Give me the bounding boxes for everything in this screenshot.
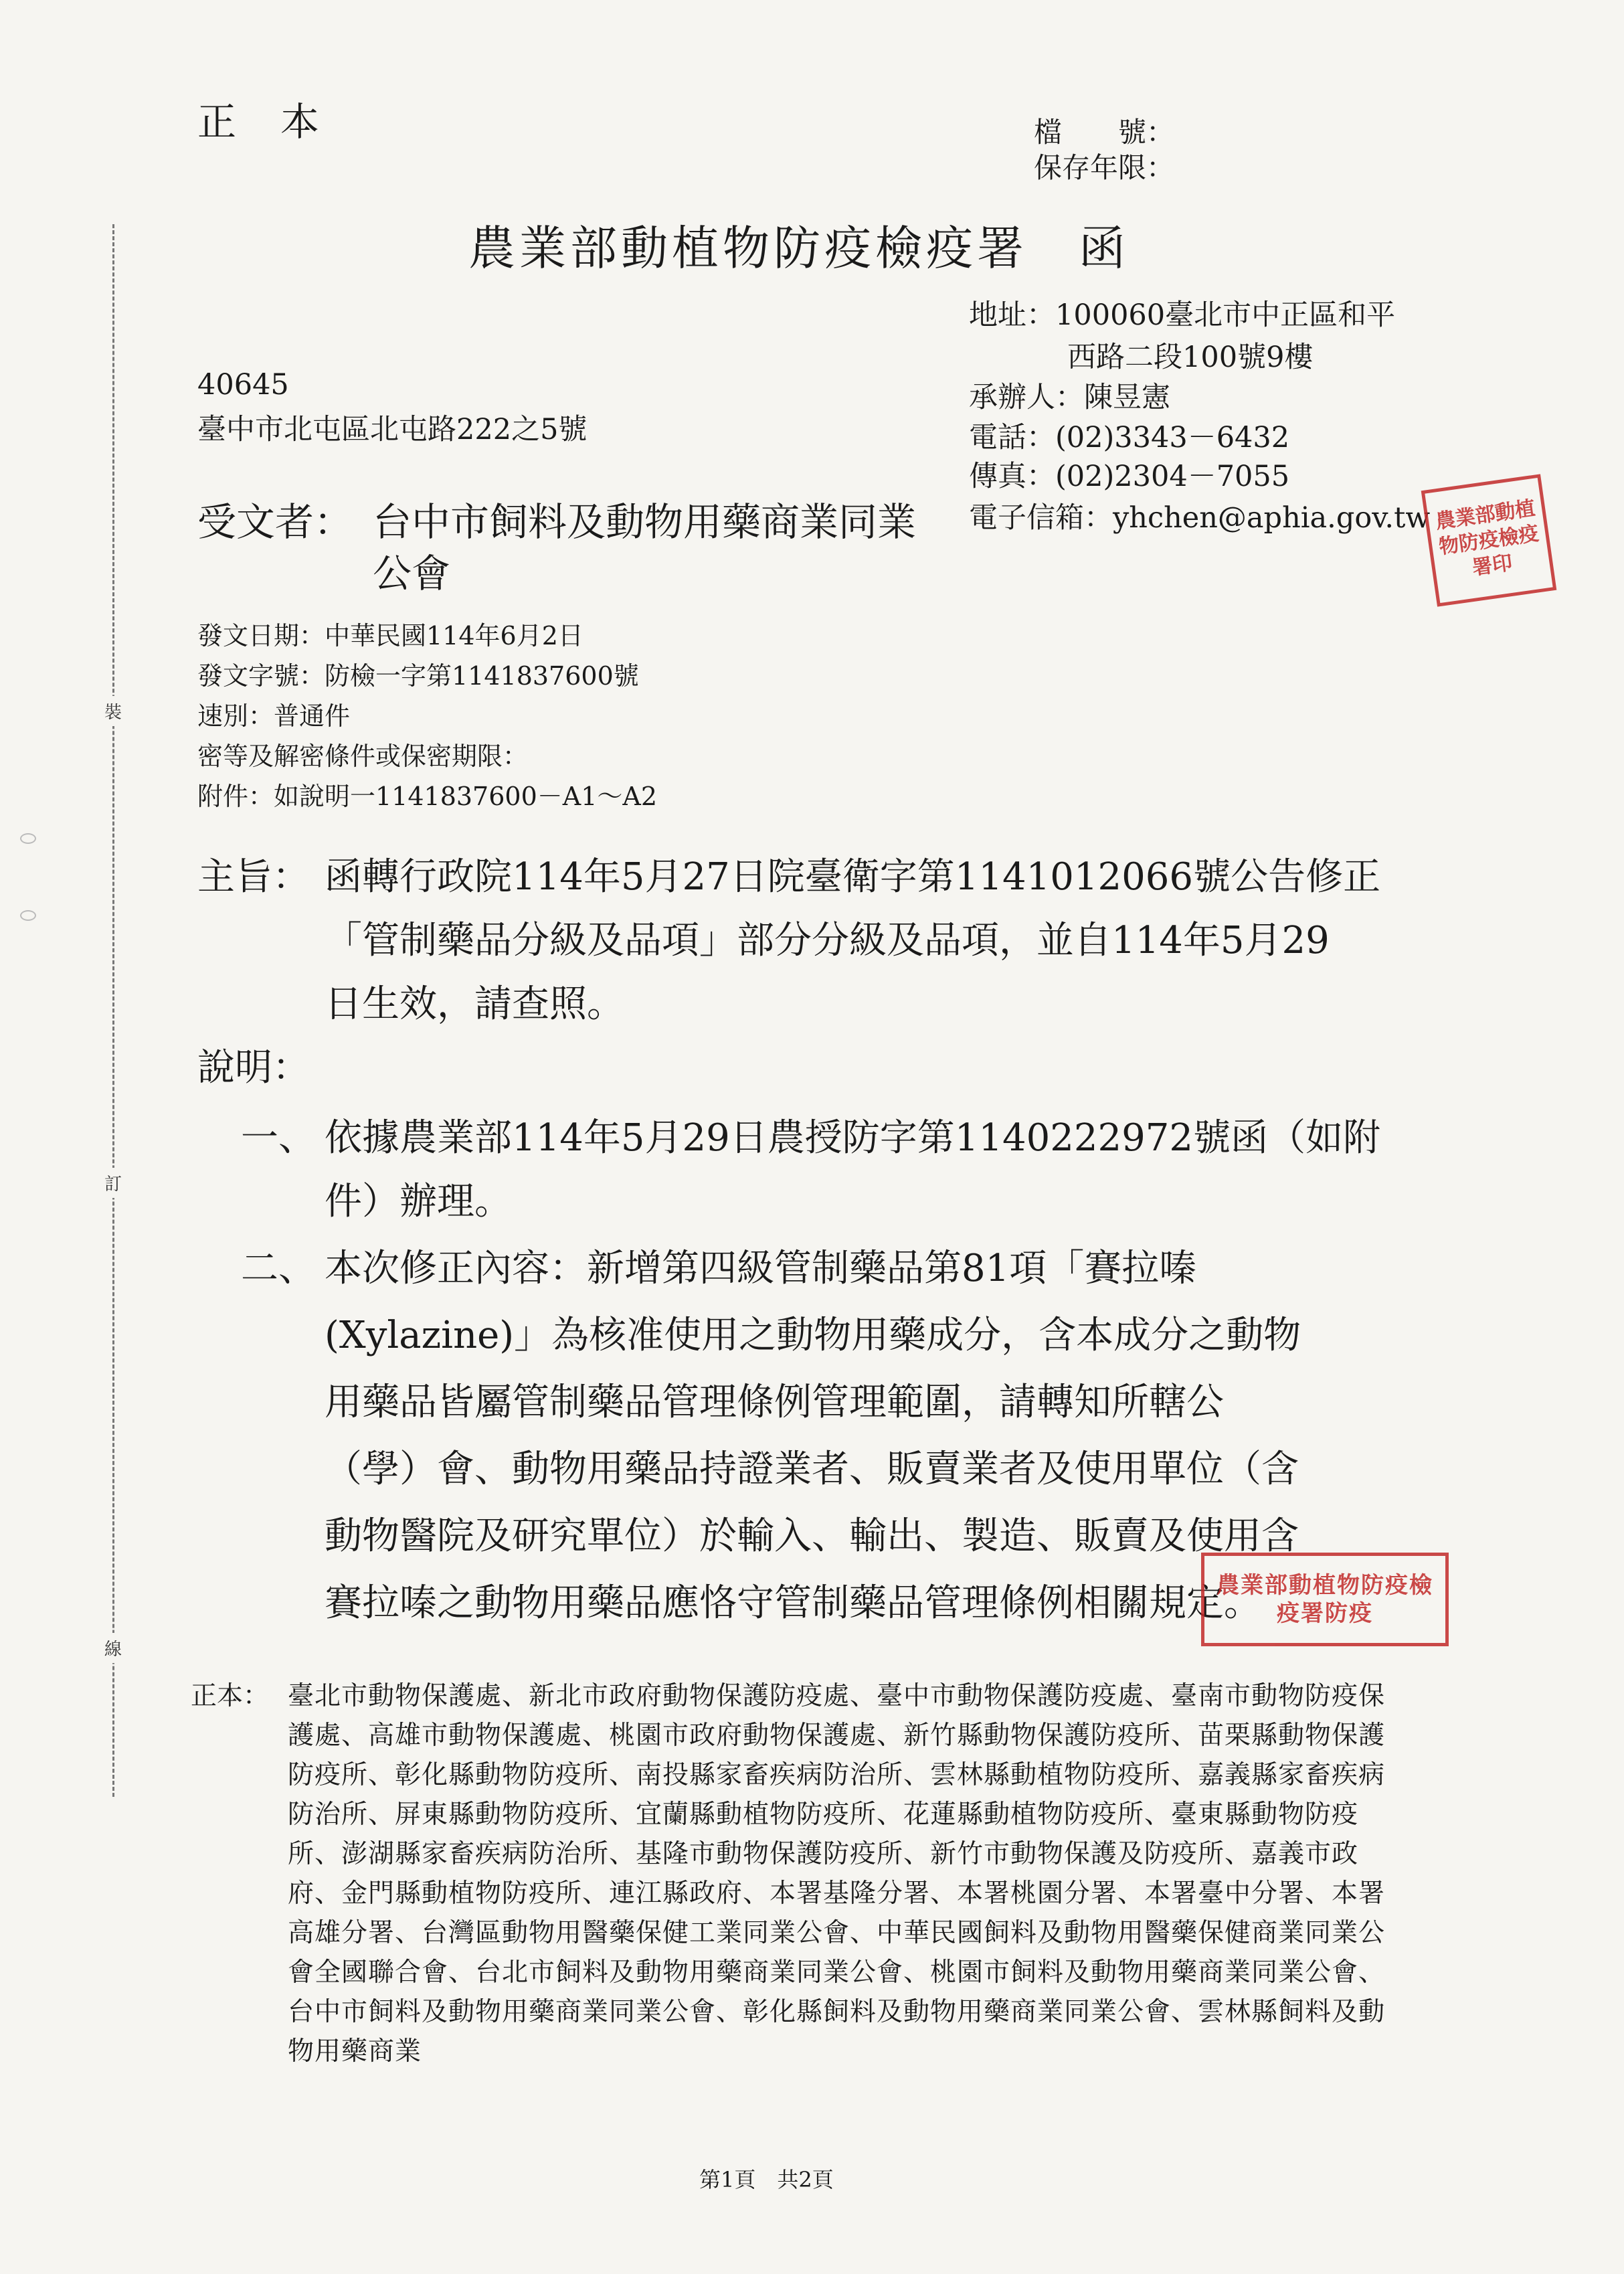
sender-address-line2: 西路二段100號9樓 xyxy=(1067,341,1314,374)
delivery-speed: 速別：普通件 xyxy=(197,701,351,731)
subject-label: 主旨： xyxy=(197,855,310,899)
document-title: 農業部動植物防疫檢疫署 函 xyxy=(468,221,1130,276)
copies-label: 正本： xyxy=(191,1681,270,1711)
explanation-item2-line5: 動物醫院及研究單位）於輸入、輸出、製造、販賣及使用含 xyxy=(325,1514,1299,1558)
retention-label: 保存年限： xyxy=(1034,151,1175,184)
official-seal-top xyxy=(1421,474,1557,606)
official-seal-inline xyxy=(1201,1553,1449,1646)
copy-mark: 正 本 xyxy=(197,99,323,145)
recipient-name-line1: 台中市飼料及動物用藥商業同業 xyxy=(373,499,917,545)
recipient-label: 受文者： xyxy=(197,499,353,545)
explanation-item2-line1: 本次修正內容：新增第四級管制藥品第81項「賽拉嗪 xyxy=(325,1247,1197,1290)
explanation-item2-line3: 用藥品皆屬管制藥品管理條例管理範圍，請轉知所轄公 xyxy=(325,1381,1224,1424)
sender-phone: 電話：(02)3343－6432 xyxy=(969,421,1290,454)
seal-top-text: 農業部動植物防疫檢疫署印 xyxy=(1433,496,1540,580)
explanation-item2-line6: 賽拉嗪之動物用藥品應恪守管制藥品管理條例相關規定。 xyxy=(325,1581,1261,1625)
copies-recipients: 臺北市動物保護處、新北市政府動物保護防疫處、臺中市動物保護防疫處、臺南市動物防疫保護處、高雄市動物保護處、桃園市政府動物保護處、新竹縣動物保護防疫所、苗栗縣動物保護防疫所、彰化縣動物防疫所、南投縣家畜疾病防治所、雲林縣動植物防疫所、嘉義縣家畜疾病防治所、屏東縣動物防疫所、宜蘭縣動植物防疫所、花蓮縣動植物防疫所、臺東縣動物防疫所、澎湖縣家畜疾病防治所、基隆市動物保護防疫所、新竹市動物保護及防疫所、嘉義市政府、金門縣動植物防疫所、連江縣政府、本署基隆分署、本署桃園分署、本署臺中分署、本署高雄分署、台灣區動物用醫藥保健工業同業公會、中華民國飼料及動物用醫藥保健商業同業公會全國聯合會、台北市飼料及動物用藥商業同業公會、桃園市飼料及動物用藥商業同業公會、台中市飼料及動物用藥商業同業公會、彰化縣飼料及動物用藥商業同業公會、雲林縣飼料及動物用藥商業 xyxy=(288,1681,1386,2067)
explanation-item2-number: 二、 xyxy=(241,1247,316,1290)
binding-mark-zhuang: 裝 xyxy=(104,696,122,726)
file-number-label: 檔 號： xyxy=(1034,116,1175,149)
explanation-item2-line4: （學）會、動物用藥品持證業者、販賣業者及使用單位（含 xyxy=(325,1448,1299,1491)
sender-handler: 承辦人：陳昱憲 xyxy=(969,381,1170,414)
attachment-info: 附件：如說明一1141837600－A1～A2 xyxy=(197,782,658,811)
seal-inline-text: 農業部動植物防疫檢疫署防疫 xyxy=(1216,1572,1433,1627)
subject-line3: 日生效，請查照。 xyxy=(325,982,624,1026)
binding-mark-xian: 線 xyxy=(104,1633,122,1663)
explanation-item1-number: 一、 xyxy=(241,1116,316,1160)
explanation-item1-line2: 件）辦理。 xyxy=(325,1180,512,1223)
explanation-label: 說明： xyxy=(197,1046,310,1089)
secrecy-level: 密等及解密條件或保密期限： xyxy=(197,741,529,771)
sender-fax: 傳真：(02)2304－7055 xyxy=(969,460,1290,493)
subject-line2: 「管制藥品分級及品項」部分分級及品項，並自114年5月29 xyxy=(325,919,1330,962)
subject-line1: 函轉行政院114年5月27日院臺衛字第1141012066號公告修正 xyxy=(325,855,1381,899)
punch-hole xyxy=(20,833,36,844)
page-info: 第1頁 共2頁 xyxy=(699,2167,834,2192)
issue-date: 發文日期：中華民國114年6月2日 xyxy=(197,621,583,650)
binding-line xyxy=(112,224,114,1797)
explanation-item1-line1: 依據農業部114年5月29日農授防字第1140222972號函（如附 xyxy=(325,1116,1381,1160)
punch-hole xyxy=(20,910,36,921)
explanation-item2-line2: (Xylazine)」為核准使用之動物用藥成分，含本成分之動物 xyxy=(325,1314,1301,1357)
issue-number: 發文字號：防檢一字第1141837600號 xyxy=(197,661,639,691)
sender-address-line1: 地址：100060臺北市中正區和平 xyxy=(969,298,1396,332)
recipient-street: 臺中市北屯區北屯路222之5號 xyxy=(197,413,588,446)
sender-email: 電子信箱：yhchen@aphia.gov.tw xyxy=(969,501,1431,535)
recipient-name-line2: 公會 xyxy=(373,551,451,596)
recipient-postcode: 40645 xyxy=(197,368,289,402)
binding-mark-ding: 訂 xyxy=(104,1168,122,1198)
